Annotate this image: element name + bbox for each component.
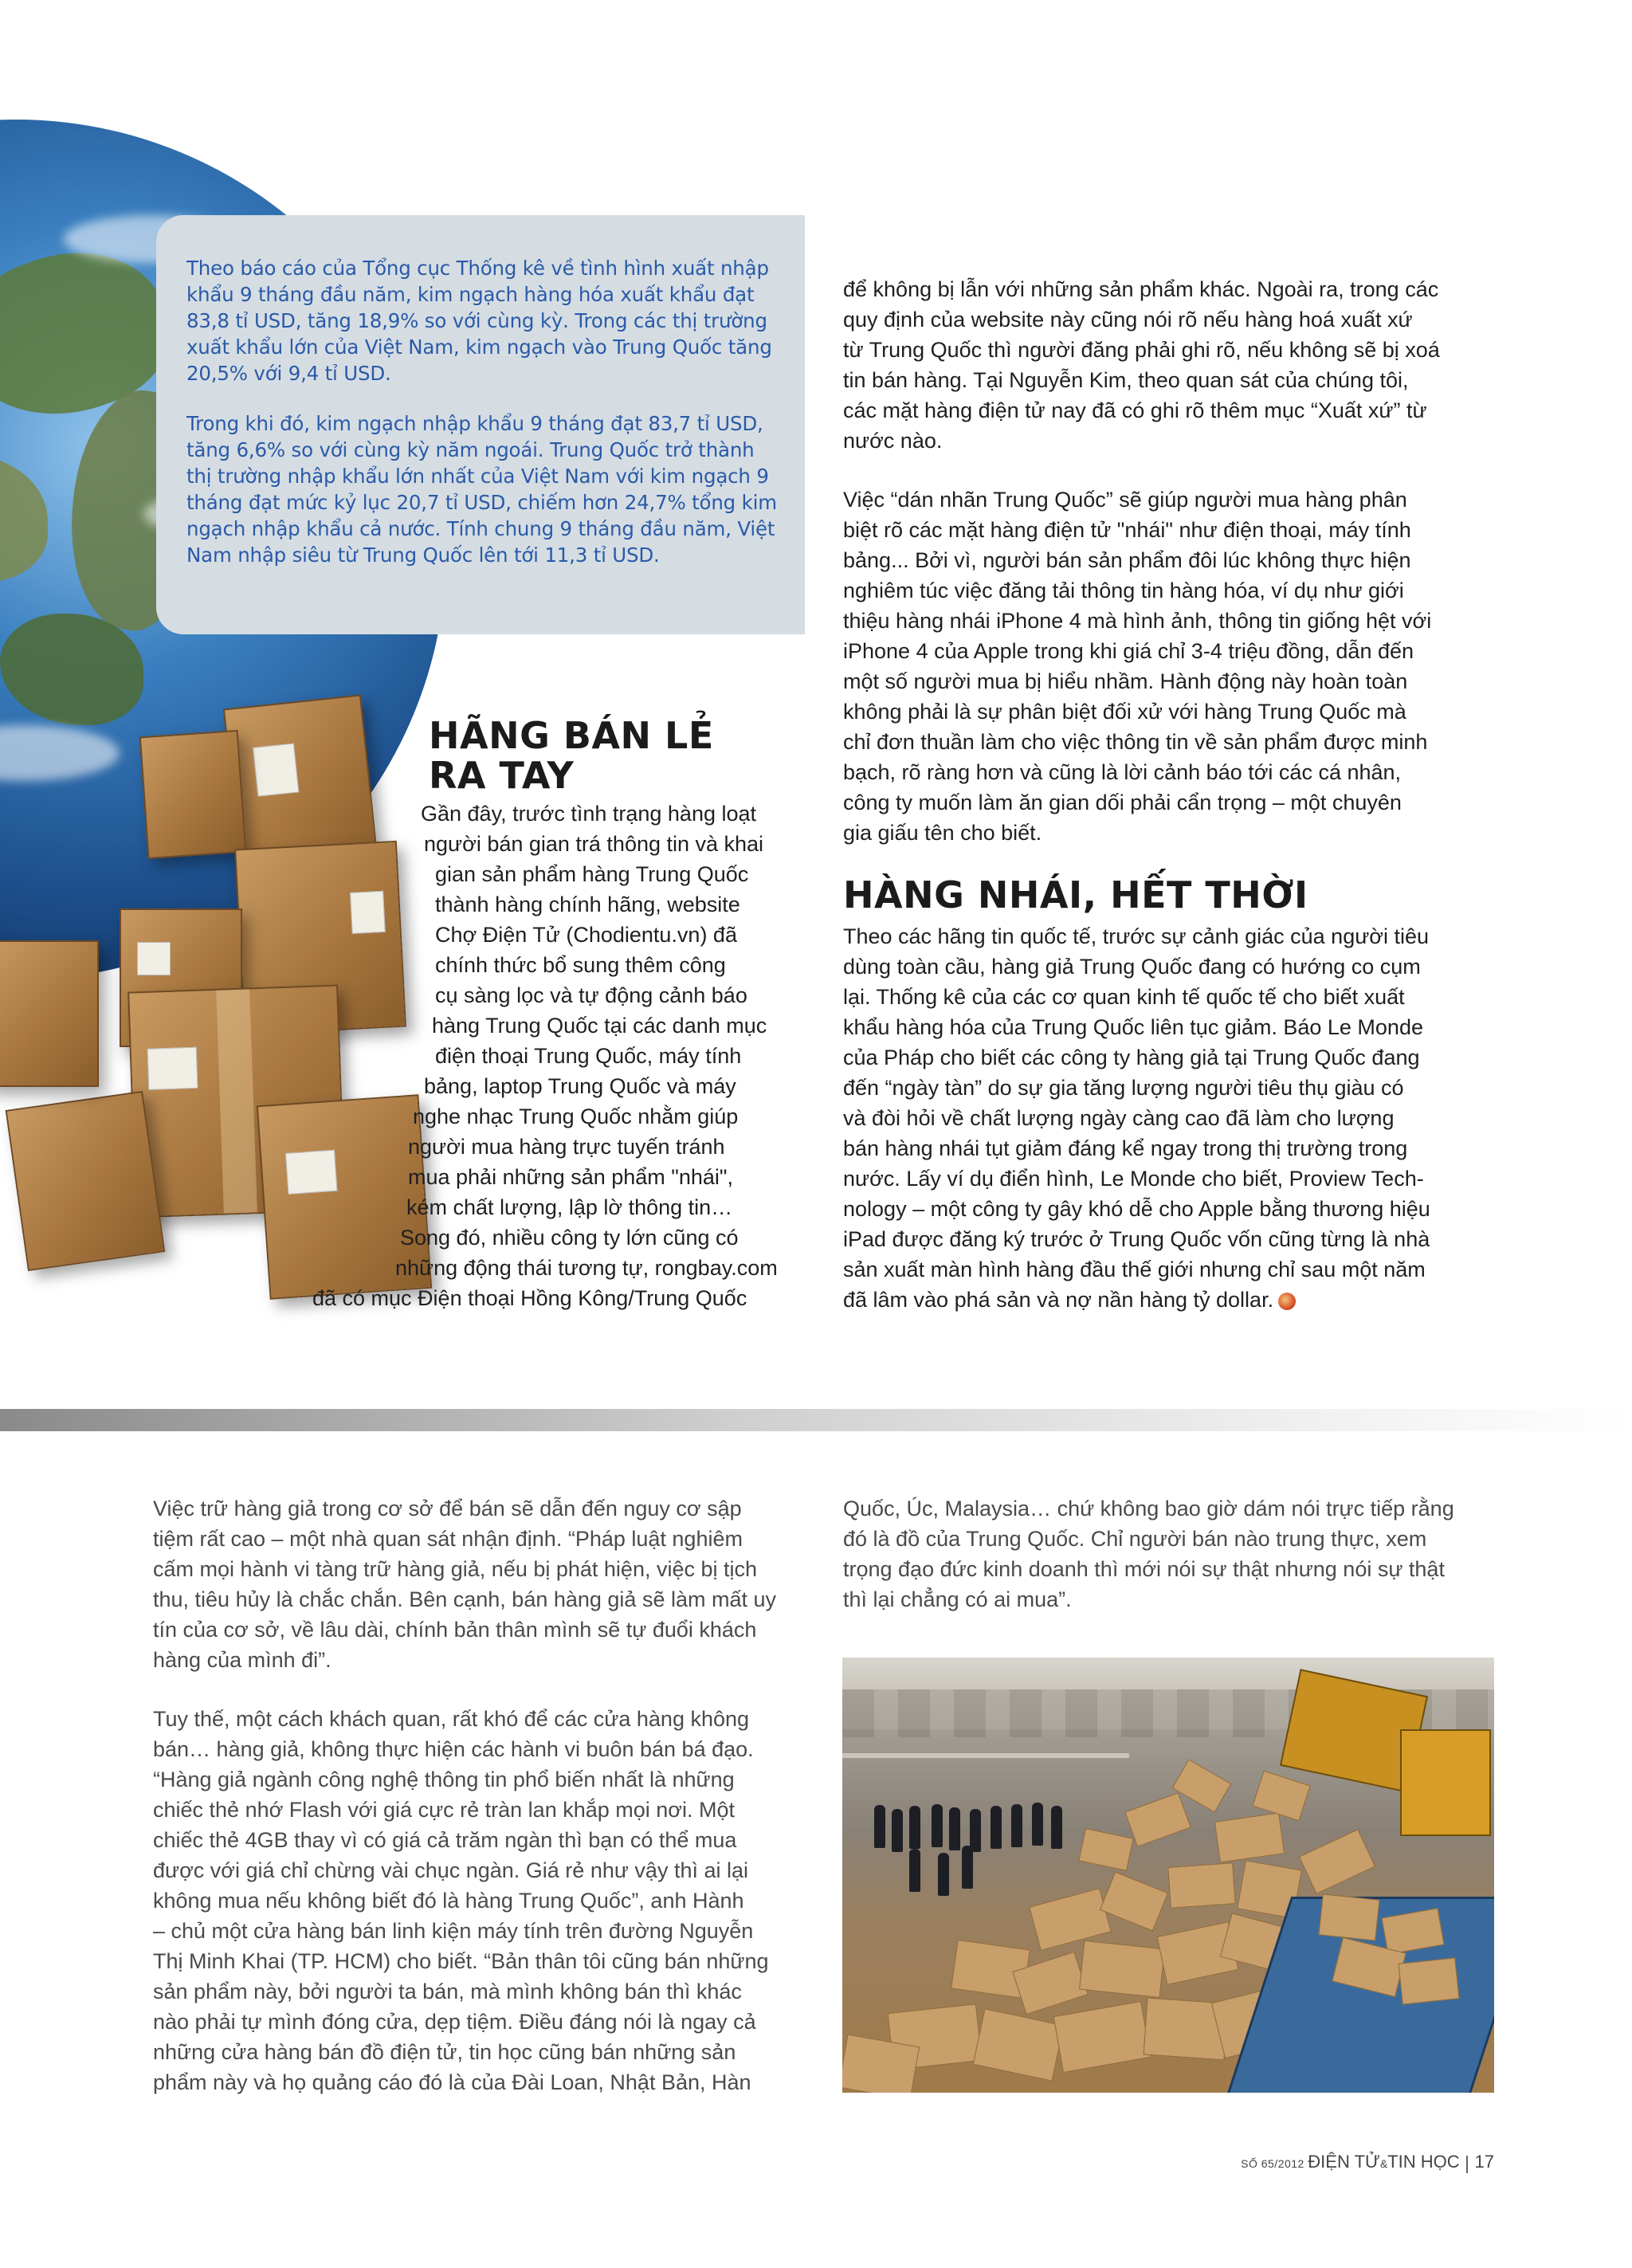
text-line: bảng... Bởi vì, người bán sản phẩm đôi lúc không thực hiện bbox=[843, 548, 1411, 572]
sidebar-box bbox=[156, 215, 805, 634]
page-footer bbox=[1241, 2152, 1494, 2173]
text-line: bạch, rõ ràng hơn và cũng là lời cảnh báo tới các cá nhân, bbox=[843, 760, 1402, 784]
text-line: tiệm rất cao – một nhà quan sát nhận định. “Pháp luật nghiêm bbox=[153, 1527, 743, 1551]
text-line-content: đã lâm vào phá sản và nợ nần hàng tỷ dollar. bbox=[843, 1288, 1274, 1312]
text-line: – chủ một cửa hàng bán linh kiện máy tính trên đường Nguyễn bbox=[153, 1919, 754, 1943]
text-line: của Pháp cho biết các công ty hàng giả tại Trung Quốc đang bbox=[843, 1046, 1420, 1069]
section1-heading bbox=[429, 716, 714, 795]
text-line: thu, tiêu hủy là chắc chắn. Bên cạnh, bán hàng giả sẽ làm mất uy bbox=[153, 1587, 776, 1611]
text-line: không mua nếu không biết đó là hàng Trung Quốc”, anh Hành bbox=[153, 1889, 744, 1913]
text-line: chiếc thẻ nhớ Flash với giá cực rẻ tràn lan khắp mọi nơi. Một bbox=[153, 1798, 736, 1822]
text-line: tín của cơ sở, về lâu dài, chính bản thân mình sẽ tự đuổi khách bbox=[153, 1618, 757, 1642]
right-column-p3 bbox=[843, 921, 1504, 1315]
section1-line: người mua hàng trực tuyến tránh bbox=[408, 1135, 725, 1159]
text-line: tin bán hàng. Tại Nguyễn Kim, theo quan sát của chúng tôi, bbox=[843, 368, 1409, 392]
right-column-p2 bbox=[843, 485, 1504, 848]
text-line: không phải là sự phân biệt đối xử với hàng Trung Quốc mà bbox=[843, 700, 1406, 724]
section2-heading: HÀNG NHÁI, HẾT THỜI bbox=[843, 873, 1308, 916]
text-line: chiếc thẻ 4GB thay vì có giá cả trăm ngàn thì bạn có thể mua bbox=[153, 1828, 737, 1852]
text-line: từ Trung Quốc thì người đăng phải ghi rõ, nếu không sẽ bị xoá bbox=[843, 338, 1440, 362]
text-line: và đòi hỏi về chất lượng ngày càng cao đã làm cho lượng bbox=[843, 1106, 1395, 1130]
section1-heading-line2: RA TAY bbox=[429, 754, 575, 797]
sidebar-paragraph-1: Theo báo cáo của Tổng cục Thống kê về tình hình xuất nhập khẩu 9 tháng đầu năm, kim ngạch hàng hóa xuất khẩu đạt 83,8 tỉ USD, tăng 18,9% so với cùng kỳ. Trong các thị trường xuất khẩu lớn của Việt Nam, kim ngạch vào Trung Quốc tăng 20,5% với 9,4 tỉ USD. bbox=[186, 257, 772, 385]
bottom-left-p2 bbox=[153, 1704, 806, 2097]
bottom-left-p1 bbox=[153, 1493, 806, 1675]
text-line: cấm mọi hành vi tàng trữ hàng giả, nếu bị phát hiện, việc bị tịch bbox=[153, 1557, 758, 1581]
text-line: Tuy thế, một cách khách quan, rất khó để các cửa hàng không bbox=[153, 1707, 750, 1731]
section1-line: bảng, laptop Trung Quốc và máy bbox=[424, 1074, 736, 1098]
section1-line: những động thái tương tự, rongbay.com bbox=[395, 1256, 778, 1280]
text-line: thì lại chẳng có ai mua”. bbox=[843, 1587, 1072, 1611]
section1-line: mua phải những sản phẩm "nhái", bbox=[408, 1165, 734, 1189]
section1-body bbox=[303, 799, 797, 1313]
section-divider bbox=[0, 1409, 1632, 1431]
text-line: Việc “dán nhãn Trung Quốc” sẽ giúp người mua hàng phân bbox=[843, 488, 1407, 512]
text-line: quy định của website này cũng nói rõ nếu hàng hoá xuất xứ bbox=[843, 308, 1413, 332]
right-column-p1 bbox=[843, 274, 1504, 456]
section1-line: đã có mục Điện thoại Hồng Kông/Trung Quốc bbox=[312, 1286, 747, 1310]
text-line: để không bị lẫn với những sản phẩm khác. Ngoài ra, trong các bbox=[843, 277, 1439, 301]
text-line: các mặt hàng điện tử nay đã có ghi rõ thêm mục “Xuất xứ” từ bbox=[843, 398, 1427, 422]
text-line: nào phải tự mình đóng cửa, dẹp tiệm. Điều đáng nói là ngay cả bbox=[153, 2010, 756, 2034]
section1-line: gian sản phẩm hàng Trung Quốc bbox=[435, 862, 749, 886]
text-line: thiệu hàng nhái iPhone 4 mà hình ảnh, thông tin giống hệt với bbox=[843, 609, 1432, 633]
text-line: nước nào. bbox=[843, 429, 943, 453]
text-line: “Hàng giả ngành công nghệ thông tin phổ biến nhất là những bbox=[153, 1768, 735, 1791]
text-line: bán… hàng giả, không thực hiện các hành vi buôn bán bá đạo. bbox=[153, 1737, 754, 1761]
footer-separator bbox=[1466, 2156, 1468, 2173]
text-line: sản xuất màn hình hàng đầu thế giới nhưng chỉ sau một năm bbox=[843, 1258, 1426, 1281]
text-line: chỉ đơn thuần làm cho việc thông tin về sản phẩm được minh bbox=[843, 730, 1428, 754]
text-line: công ty muốn làm ăn gian dối phải cẩn trọng – một chuyên bbox=[843, 791, 1402, 814]
text-line: iPhone 4 của Apple trong khi giá chỉ 3-4 triệu đồng, dẫn đến bbox=[843, 639, 1414, 663]
truck-photo bbox=[842, 1658, 1494, 2093]
section1-line: hàng Trung Quốc tại các danh mục bbox=[432, 1014, 767, 1038]
section1-heading-line1: HÃNG BÁN LẺ bbox=[429, 714, 714, 757]
text-line: bán hàng nhái tụt giảm đáng kể ngay trong thị trường trong bbox=[843, 1136, 1408, 1160]
section1-line: người bán gian trá thông tin và khai bbox=[424, 832, 764, 856]
section1-line: Song đó, nhiều công ty lớn cũng có bbox=[400, 1226, 739, 1250]
text-line: những cửa hàng bán đồ điện tử, tin học cũng bán những sản bbox=[153, 2040, 736, 2064]
text-line: hàng của mình đi”. bbox=[153, 1648, 332, 1672]
magazine-name-part1: ĐIỆN TỬ bbox=[1308, 2152, 1380, 2172]
text-line bbox=[843, 1285, 1504, 1315]
text-line: nghiêm túc việc đăng tải thông tin hàng hóa, ví dụ như giới bbox=[843, 579, 1404, 602]
text-line: dùng toàn cầu, hàng giả Trung Quốc đang có hướng co cụm bbox=[843, 955, 1421, 979]
text-line: nước. Lấy ví dụ điển hình, Le Monde cho biết, Proview Tech- bbox=[843, 1167, 1424, 1191]
text-line: Theo các hãng tin quốc tế, trước sự cảnh giác của người tiêu bbox=[843, 924, 1430, 948]
text-line: đó là đồ của Trung Quốc. Chỉ người bán nào trung thực, xem bbox=[843, 1527, 1427, 1551]
text-line: một số người mua bị hiểu nhầm. Hành động này hoàn toàn bbox=[843, 669, 1408, 693]
section1-line: thành hàng chính hãng, website bbox=[435, 893, 740, 916]
text-line: biệt rõ các mặt hàng điện tử "nhái" như điện thoại, máy tính bbox=[843, 518, 1411, 542]
magazine-name-part2: TIN HỌC bbox=[1387, 2152, 1460, 2172]
section1-line: Gần đây, trước tình trạng hàng loạt bbox=[421, 802, 757, 826]
text-line: đến “ngày tàn” do sự gia tăng lượng người tiêu thụ giàu có bbox=[843, 1076, 1404, 1100]
text-line: nology – một công ty gây khó dễ cho Apple bằng thương hiệu bbox=[843, 1197, 1430, 1221]
section1-line: kém chất lượng, lập lờ thông tin… bbox=[406, 1195, 733, 1219]
text-line: Việc trữ hàng giả trong cơ sở để bán sẽ dẫn đến nguy cơ sập bbox=[153, 1497, 742, 1521]
text-line: iPad được đăng ký trước ở Trung Quốc vốn cũng từng là nhà bbox=[843, 1227, 1430, 1251]
text-line: khẩu hàng hóa của Trung Quốc liên tục giảm. Báo Le Monde bbox=[843, 1015, 1423, 1039]
section1-line: nghe nhạc Trung Quốc nhằm giúp bbox=[413, 1105, 739, 1128]
text-line: lại. Thống kê của các cơ quan kinh tế quốc tế cho biết xuất bbox=[843, 985, 1405, 1009]
end-mark-icon bbox=[1278, 1293, 1296, 1310]
issue-number: SỐ 65/2012 bbox=[1241, 2157, 1304, 2170]
text-line: trọng đạo đức kinh doanh thì mới nói sự thật nhưng nói sự thật bbox=[843, 1557, 1445, 1581]
text-line: sản phẩm này, bởi người ta bán, mà mình không bán thì khác bbox=[153, 1980, 742, 2003]
section1-line: cụ sàng lọc và tự động cảnh báo bbox=[435, 983, 747, 1007]
text-line: gia giấu tên cho biết. bbox=[843, 821, 1042, 845]
bottom-right-text bbox=[843, 1493, 1504, 1615]
text-line: Quốc, Úc, Malaysia… chứ không bao giờ dám nói trực tiếp rằng bbox=[843, 1497, 1454, 1521]
section1-line: Chợ Điện Tử (Chodientu.vn) đã bbox=[435, 923, 737, 947]
section1-line: điện thoại Trung Quốc, máy tính bbox=[435, 1044, 742, 1068]
text-line: được với giá chỉ chừng vài chục ngàn. Giá rẻ như vậy thì ai lại bbox=[153, 1858, 748, 1882]
text-line: phẩm này và họ quảng cáo đó là của Đài Loan, Nhật Bản, Hàn bbox=[153, 2070, 751, 2094]
page-number: 17 bbox=[1474, 2152, 1494, 2172]
text-line: Thị Minh Khai (TP. HCM) cho biết. “Bản thân tôi cũng bán những bbox=[153, 1949, 769, 1973]
section1-line: chính thức bổ sung thêm công bbox=[435, 953, 726, 977]
sidebar-paragraph-2: Trong khi đó, kim ngạch nhập khẩu 9 tháng đạt 83,7 tỉ USD, tăng 6,6% so với cùng kỳ năm ngoái. Trung Quốc trở thành thị trường nhập khẩu lớn nhất của Việt Nam với kim ngạch 9 tháng đạt mức kỷ lục 20,7 tỉ USD, chiếm hơn 24,7% tổng kim ngạch nhập khẩu cả nước. Tính chung 9 tháng đầu năm, Việt Nam nhập siêu từ Trung Quốc lên tới 11,3 tỉ USD. bbox=[186, 412, 777, 567]
magazine-name-ampersand: & bbox=[1379, 2157, 1388, 2170]
